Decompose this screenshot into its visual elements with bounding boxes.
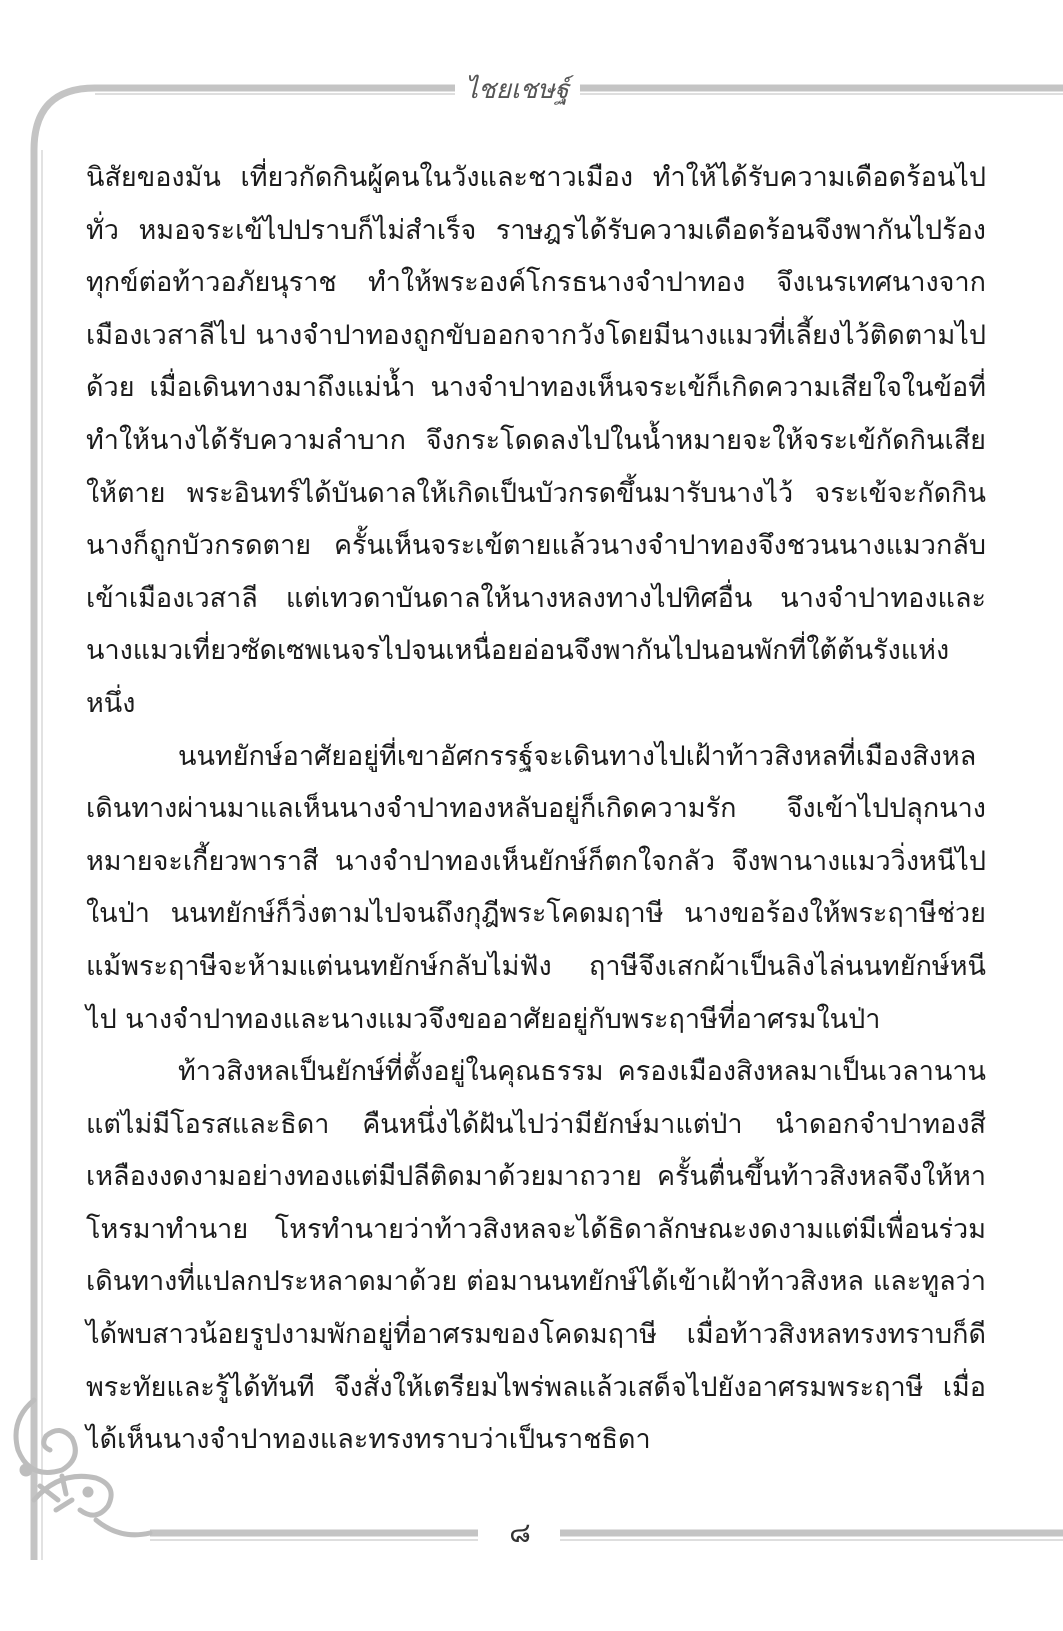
bottom-rule — [150, 1533, 1063, 1540]
paragraph: นนทยักษ์อาศัยอยู่ที่เขาอัศกรรฐ์จะเดินทางไปเฝ้าท้าวสิงหลที่เมืองสิงหล เดินทางผ่านมาแลเห็นนางจำปาทองหลับอยู่ก็เกิดความรัก จึงเข้าไปปลุกนางหมายจะเกี้ยวพาราสี นางจำปาทองเห็นยักษ์ก็ตกใจกลัว จึงพานางแมววิ่งหนีไปในป่า นนทยักษ์ก็วิ่งตามไปจนถึงกุฎีพระโคดมฤาษี นางขอร้องให้พระฤาษีช่วย แม้พระฤาษีจะห้ามแต่นนทยักษ์กลับไม่ฟัง ฤาษีจึงเสกผ้าเป็นลิงไล่นนทยักษ์หนีไป นางจำปาทองและนางแมวจึงขออาศัยอยู่กับพระฤาษีที่อาศรมในป่า — [86, 740, 986, 1035]
top-rule — [95, 88, 1063, 94]
running-header: ไชยเชษฐ์ — [462, 70, 572, 110]
page-number: ๘ — [490, 1513, 550, 1553]
body-text — [86, 152, 986, 1467]
paragraph: ท้าวสิงหลเป็นยักษ์ที่ตั้งอยู่ในคุณธรรม ครองเมืองสิงหลมาเป็นเวลานานแต่ไม่มีโอรสและธิดา คืนหนึ่งได้ฝันไปว่ามียักษ์มาแต่ป่า นำดอกจำปาทองสีเหลืองงดงามอย่างทองแต่มีปลีติดมาด้วยมาถวาย ครั้นตื่นขึ้นท้าวสิงหลจึงให้หาโหรมาทำนาย โหรทำนายว่าท้าวสิงหลจะได้ธิดาลักษณะงดงามแต่มีเพื่อนร่วมเดินทางที่แปลกประหลาดมาด้วย ต่อมานนทยักษ์ได้เข้าเฝ้าท้าวสิงหล และทูลว่าได้พบสาวน้อยรูปงามพักอยู่ที่อาศรมของโคดมฤาษี เมื่อท้าวสิงหลทรงทราบก็ดีพระทัยและรู้ได้ทันที จึงสั่งให้เตรียมไพร่พลแล้วเสด็จไปยังอาศรมพระฤาษี เมื่อได้เห็นนางจำปาทองและทรงทราบว่าเป็นราชธิดา — [86, 1056, 986, 1456]
paragraph: นิสัยของมัน เที่ยวกัดกินผู้คนในวังและชาวเมือง ทำให้ได้รับความเดือดร้อนไปทั่ว หมอจระเข้ไปปราบก็ไม่สำเร็จ ราษฎรได้รับความเดือดร้อนจึงพากันไปร้องทุกข์ต่อท้าวอภัยนุราช ทำให้พระองค์โกรธนางจำปาทอง จึงเนรเทศนางจากเมืองเวสาลีไป นางจำปาทองถูกขับออกจากวังโดยมีนางแมวที่เลี้ยงไว้ติดตามไปด้วย เมื่อเดินทางมาถึงแม่น้ำ นางจำปาทองเห็นจระเข้ก็เกิดความเสียใจในข้อที่ทำให้นางได้รับความลำบาก จึงกระโดดลงไปในน้ำหมายจะให้จระเข้กัดกินเสียให้ตาย พระอินทร์ได้บันดาลให้เกิดเป็นบัวกรดขึ้นมารับนางไว้ จระเข้จะกัดกินนางก็ถูกบัวกรดตาย ครั้นเห็นจระเข้ตายแล้วนางจำปาทองจึงชวนนางแมวกลับเข้าเมืองเวสาลี แต่เทวดาบันดาลให้นางหลงทางไปทิศอื่น นางจำปาทองและนางแมวเที่ยวซัดเซพเนจรไปจนเหนื่อยอ่อนจึงพากันไปนอนพักที่ใต้ต้นรังแห่งหนึ่ง — [86, 162, 986, 719]
